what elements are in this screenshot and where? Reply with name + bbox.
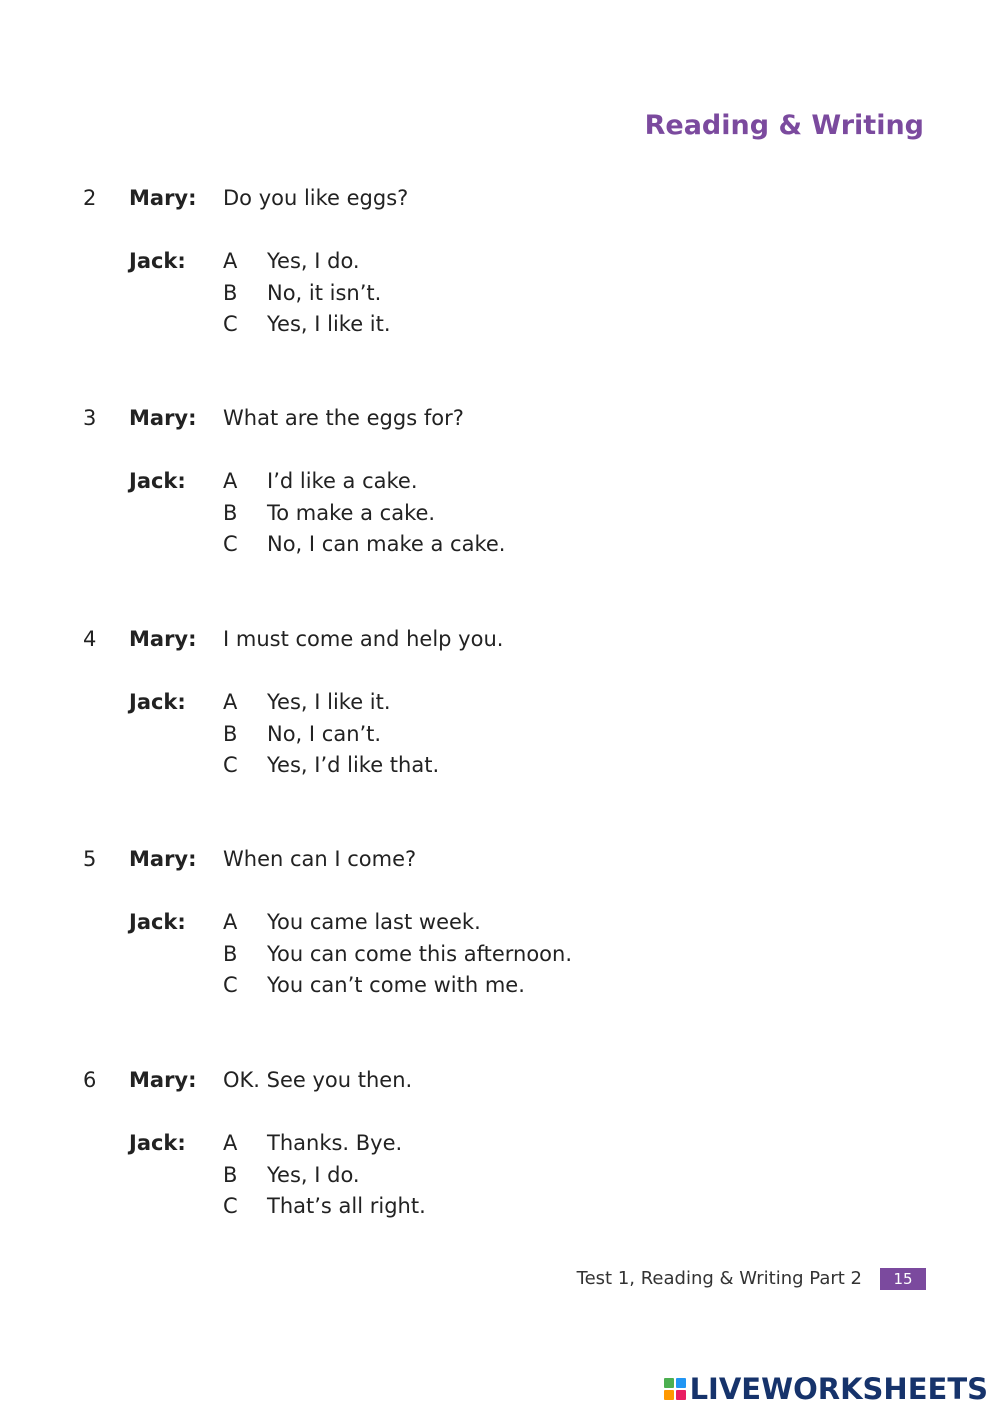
option-text: I’d like a cake. (267, 469, 418, 493)
speaker-jack: Jack: (129, 690, 186, 714)
question-prompt: Do you like eggs? (223, 186, 409, 210)
option-letter: B (223, 722, 238, 746)
option-letter: B (223, 942, 238, 966)
option-letter: A (223, 910, 238, 934)
speaker-mary: Mary: (129, 847, 197, 871)
option-a[interactable] (0, 910, 1000, 940)
question-5 (0, 847, 1000, 1027)
page-number-badge: 15 (880, 1268, 926, 1290)
liveworksheets-logo-icon (664, 1378, 686, 1400)
option-c[interactable] (0, 1194, 1000, 1224)
option-letter: C (223, 973, 238, 997)
option-a[interactable] (0, 469, 1000, 499)
option-text: You can come this afternoon. (267, 942, 573, 966)
speaker-jack: Jack: (129, 249, 186, 273)
option-letter: A (223, 469, 238, 493)
brand-logo[interactable] (664, 1372, 988, 1406)
question-number: 2 (83, 186, 97, 210)
option-a[interactable] (0, 1131, 1000, 1161)
speaker-jack: Jack: (129, 469, 186, 493)
speaker-mary: Mary: (129, 627, 197, 651)
option-a[interactable] (0, 249, 1000, 279)
option-letter: B (223, 281, 238, 305)
option-letter: A (223, 690, 238, 714)
option-text: No, I can’t. (267, 722, 382, 746)
question-prompt: What are the eggs for? (223, 406, 464, 430)
option-text: To make a cake. (267, 501, 436, 525)
option-text: Yes, I’d like that. (267, 753, 440, 777)
speaker-mary: Mary: (129, 186, 197, 210)
footer-section-label: Test 1, Reading & Writing Part 2 (576, 1268, 862, 1289)
option-letter: B (223, 501, 238, 525)
question-prompt: I must come and help you. (223, 627, 504, 651)
speaker-jack: Jack: (129, 1131, 186, 1155)
option-text: You came last week. (267, 910, 481, 934)
option-b[interactable] (0, 281, 1000, 311)
speaker-jack: Jack: (129, 910, 186, 934)
question-4 (0, 627, 1000, 807)
option-b[interactable] (0, 722, 1000, 752)
option-text: No, it isn’t. (267, 281, 382, 305)
option-b[interactable] (0, 942, 1000, 972)
option-b[interactable] (0, 501, 1000, 531)
option-letter: C (223, 312, 238, 336)
speaker-mary: Mary: (129, 1068, 197, 1092)
option-text: That’s all right. (267, 1194, 426, 1218)
question-number: 3 (83, 406, 97, 430)
question-prompt: OK. See you then. (223, 1068, 413, 1092)
question-3 (0, 406, 1000, 586)
option-letter: A (223, 1131, 238, 1155)
option-text: No, I can make a cake. (267, 532, 506, 556)
question-prompt: When can I come? (223, 847, 417, 871)
option-b[interactable] (0, 1163, 1000, 1193)
option-letter: A (223, 249, 238, 273)
question-number: 6 (83, 1068, 97, 1092)
option-c[interactable] (0, 312, 1000, 342)
brand-name: LIVEWORKSHEETS (689, 1372, 988, 1406)
option-c[interactable] (0, 973, 1000, 1003)
speaker-mary: Mary: (129, 406, 197, 430)
option-text: Thanks. Bye. (267, 1131, 403, 1155)
option-text: Yes, I do. (267, 1163, 360, 1187)
option-c[interactable] (0, 532, 1000, 562)
option-letter: C (223, 1194, 238, 1218)
option-letter: B (223, 1163, 238, 1187)
question-number: 4 (83, 627, 97, 651)
option-a[interactable] (0, 690, 1000, 720)
option-letter: C (223, 753, 238, 777)
option-c[interactable] (0, 753, 1000, 783)
option-text: Yes, I like it. (267, 690, 391, 714)
page-title: Reading & Writing (644, 110, 924, 141)
option-text: Yes, I like it. (267, 312, 391, 336)
option-text: Yes, I do. (267, 249, 360, 273)
option-letter: C (223, 532, 238, 556)
question-6 (0, 1068, 1000, 1248)
question-number: 5 (83, 847, 97, 871)
option-text: You can’t come with me. (267, 973, 525, 997)
question-2 (0, 186, 1000, 366)
